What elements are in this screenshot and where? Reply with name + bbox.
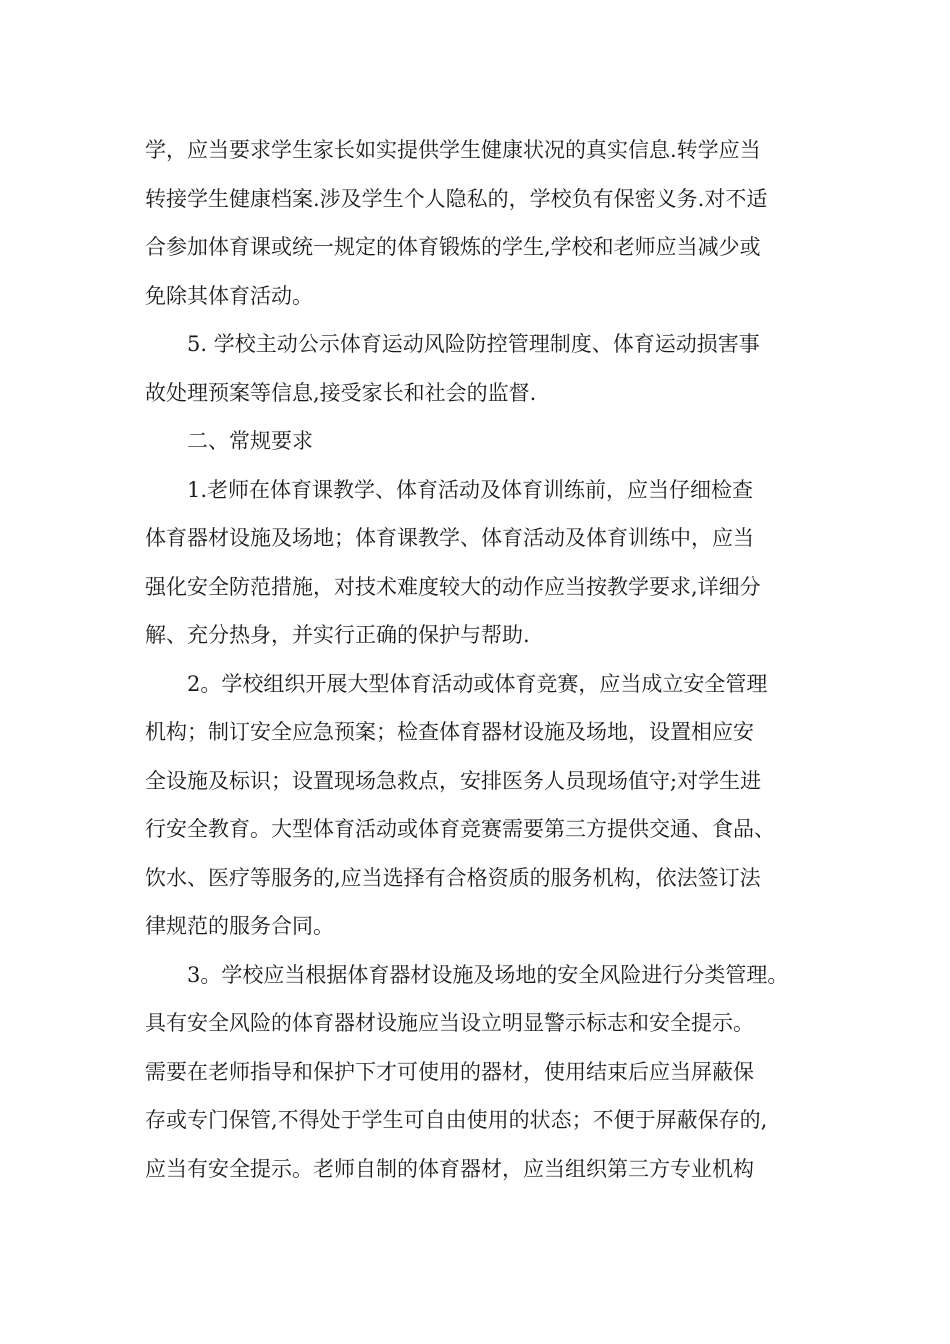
paragraph-item-5 [145,320,810,417]
text-line: 免除其体育活动。 [145,283,313,308]
text-line: 具有安全风险的体育器材设施应当设立明显警示标志和安全提示。 [145,1011,754,1035]
text-line: 律规范的服务合同。 [145,914,334,938]
paragraph-item-3 [145,951,810,1194]
text-line: 全设施及标识；设置现场急救点，安排医务人员现场值守;对学生进 [145,768,762,793]
section-heading: 二、常规要求 [187,429,313,453]
text-line: 行安全教育。大型体育活动或体育竞赛需要第三方提供交通、食品、 [145,817,775,841]
paragraph-item-1 [145,466,810,660]
paragraph-item-2 [145,660,810,951]
text-line: 存或专门保管,不得处于学生可自由使用的状态；不便于屏蔽保存的, [145,1108,768,1132]
text-line: 需要在老师指导和保护下才可使用的器材，使用结束后应当屏蔽保 [145,1059,754,1084]
text-line: 饮水、医疗等服务的,应当选择有合格资质的服务机构，依法签订法 [145,865,761,890]
text-line: 1.老师在体育课教学、体育活动及体育训练前，应当仔细检查 [187,477,754,502]
text-line: 机构；制订安全应急预案；检查体育器材设施及场地，设置相应安 [145,720,754,744]
text-line: 学，应当要求学生家长如实提供学生健康状况的真实信息.转学应当 [145,138,761,162]
text-line: 合参加体育课或统一规定的体育锻炼的学生,学校和老师应当减少或 [145,235,761,259]
text-line: 5. 学校主动公示体育运动风险防控管理制度、体育运动损害事 [187,332,760,356]
text-line: 应当有安全提示。老师自制的体育器材，应当组织第三方专业机构 [145,1156,754,1181]
document-body [145,126,810,1193]
text-line: 强化安全防范措施，对技术难度较大的动作应当按教学要求,详细分 [145,574,761,599]
text-line: 体育器材设施及场地；体育课教学、体育活动及体育训练中，应当 [145,526,754,550]
text-line: 故处理预案等信息,接受家长和社会的监督. [145,380,537,405]
section-heading-routine-requirements [145,417,810,466]
text-line: 转接学生健康档案.涉及学生个人隐私的，学校负有保密义务.对不适 [145,186,768,211]
text-line: 解、充分热身，并实行正确的保护与帮助. [145,623,530,647]
text-line: 2。学校组织开展大型体育活动或体育竞赛，应当成立安全管理 [187,671,768,696]
text-line: 3。学校应当根据体育器材设施及场地的安全风险进行分类管理。 [187,962,789,987]
paragraph-student-health [145,126,810,320]
